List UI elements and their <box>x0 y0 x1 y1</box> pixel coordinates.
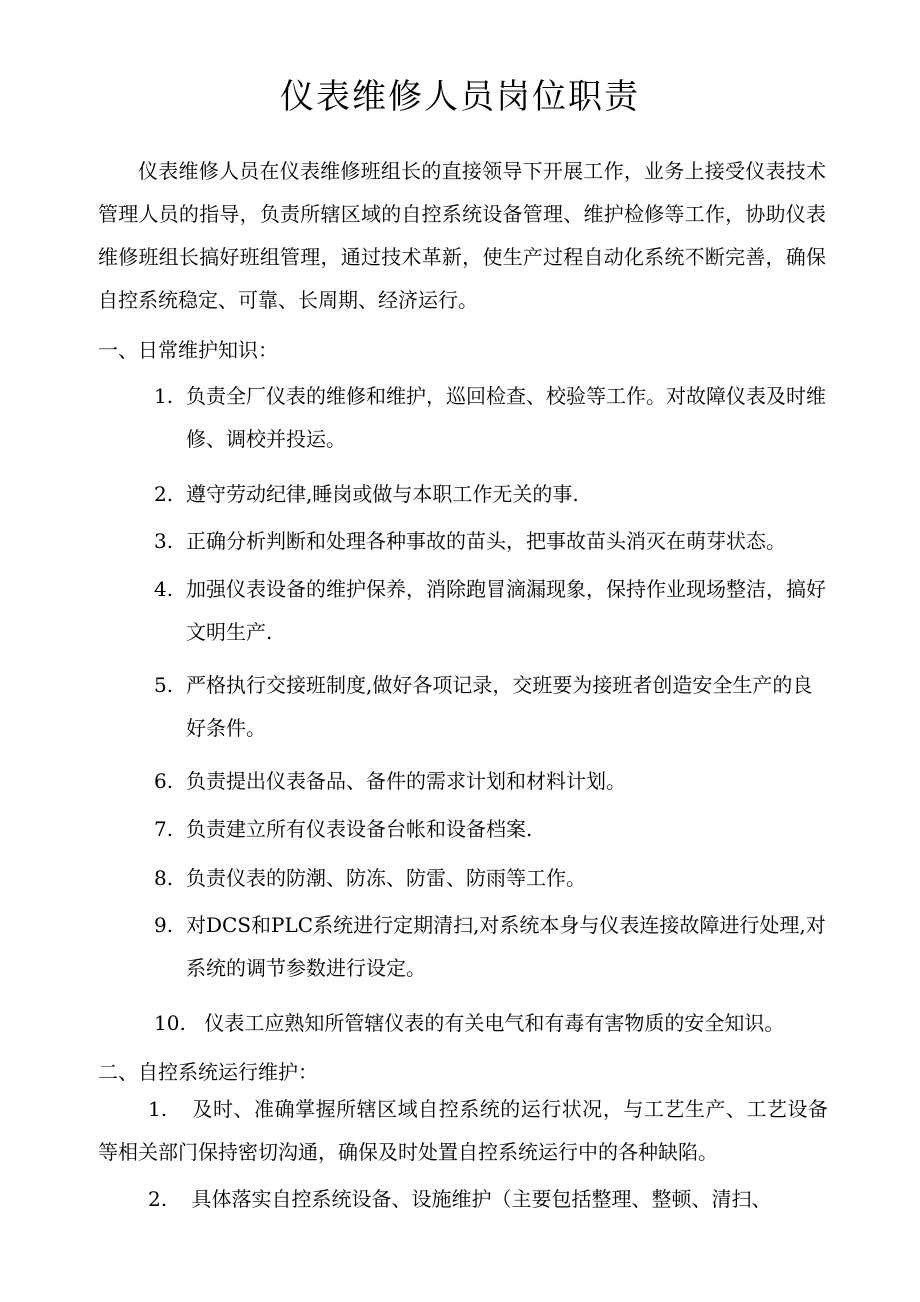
list-item <box>154 520 830 563</box>
list-item <box>154 375 830 461</box>
item-number: 1. <box>148 1097 168 1121</box>
intro-paragraph: 仪表维修人员在仪表维修班组长的直接领导下开展工作，业务上接受仪表技术管理人员的指导，负责所辖区域的自控系统设备管理、维护检修等工作，协助仪表维修班组长搞好班组管理，通过技术革新，使生产过程自动化系统不断完善，确保自控系统稳定、可靠、长周期、经济运行。 <box>98 159 826 312</box>
list-item <box>98 1178 828 1221</box>
item-number: 9. <box>154 913 174 937</box>
item-text: 对DCS和PLC系统进行定期清扫,对系统本身与仪表连接故障进行处理,对系统的调节参数进行设定。 <box>186 913 826 980</box>
item-text: 遵守劳动纪律,睡岗或做与本职工作无关的事. <box>186 482 579 506</box>
item-text: 加强仪表设备的维护保养，消除跑冒滴漏现象，保持作业现场整洁，搞好文明生产. <box>186 577 826 644</box>
item-text: 负责全厂仪表的维修和维护，巡回检查、校验等工作。对故障仪表及时维修、调校并投运。 <box>186 384 826 451</box>
list-item <box>154 808 830 851</box>
list-item <box>154 857 830 900</box>
list-item <box>154 904 830 990</box>
item-text: 严格执行交接班制度,做好各项记录，交班要为接班者创造安全生产的良好条件。 <box>186 673 813 740</box>
list-item <box>154 473 830 516</box>
item-text: 及时、准确掌握所辖区域自控系统的运行状况，与工艺生产、工艺设备等相关部门保持密切沟通，确保及时处置自控系统运行中的各种缺陷。 <box>98 1097 828 1164</box>
list-item <box>98 1088 828 1174</box>
item-number: 8. <box>154 866 174 890</box>
item-text: 正确分析判断和处理各种事故的苗头，把事故苗头消灭在萌芽状态。 <box>186 529 786 553</box>
list-item <box>154 568 830 654</box>
item-text: 具体落实自控系统设备、设施维护（主要包括整理、整顿、清扫、 <box>191 1187 772 1211</box>
item-text: 仪表工应熟知所管辖仪表的有关电气和有毒有害物质的安全知识。 <box>204 1011 785 1035</box>
item-number: 4. <box>154 577 174 601</box>
section-1-heading: 一、日常维护知识： <box>98 338 278 362</box>
item-number: 2. <box>148 1187 168 1211</box>
list-item <box>154 664 830 750</box>
item-number: 3. <box>154 529 174 553</box>
item-number: 5. <box>154 673 174 697</box>
list-item <box>154 1002 830 1045</box>
list-item <box>154 760 830 803</box>
page-title: 仪表维修人员岗位职责 <box>280 77 640 117</box>
item-number: 6. <box>154 769 174 793</box>
item-text: 负责建立所有仪表设备台帐和设备档案. <box>186 817 533 841</box>
item-text: 负责提出仪表备品、备件的需求计划和材料计划。 <box>186 769 626 793</box>
item-number: 10. <box>154 1011 186 1035</box>
section-2-heading: 二、自控系统运行维护： <box>98 1060 318 1084</box>
item-text: 负责仪表的防潮、防冻、防雷、防雨等工作。 <box>186 866 586 890</box>
item-number: 2. <box>154 482 174 506</box>
item-number: 1. <box>154 384 174 408</box>
item-number: 7. <box>154 817 174 841</box>
